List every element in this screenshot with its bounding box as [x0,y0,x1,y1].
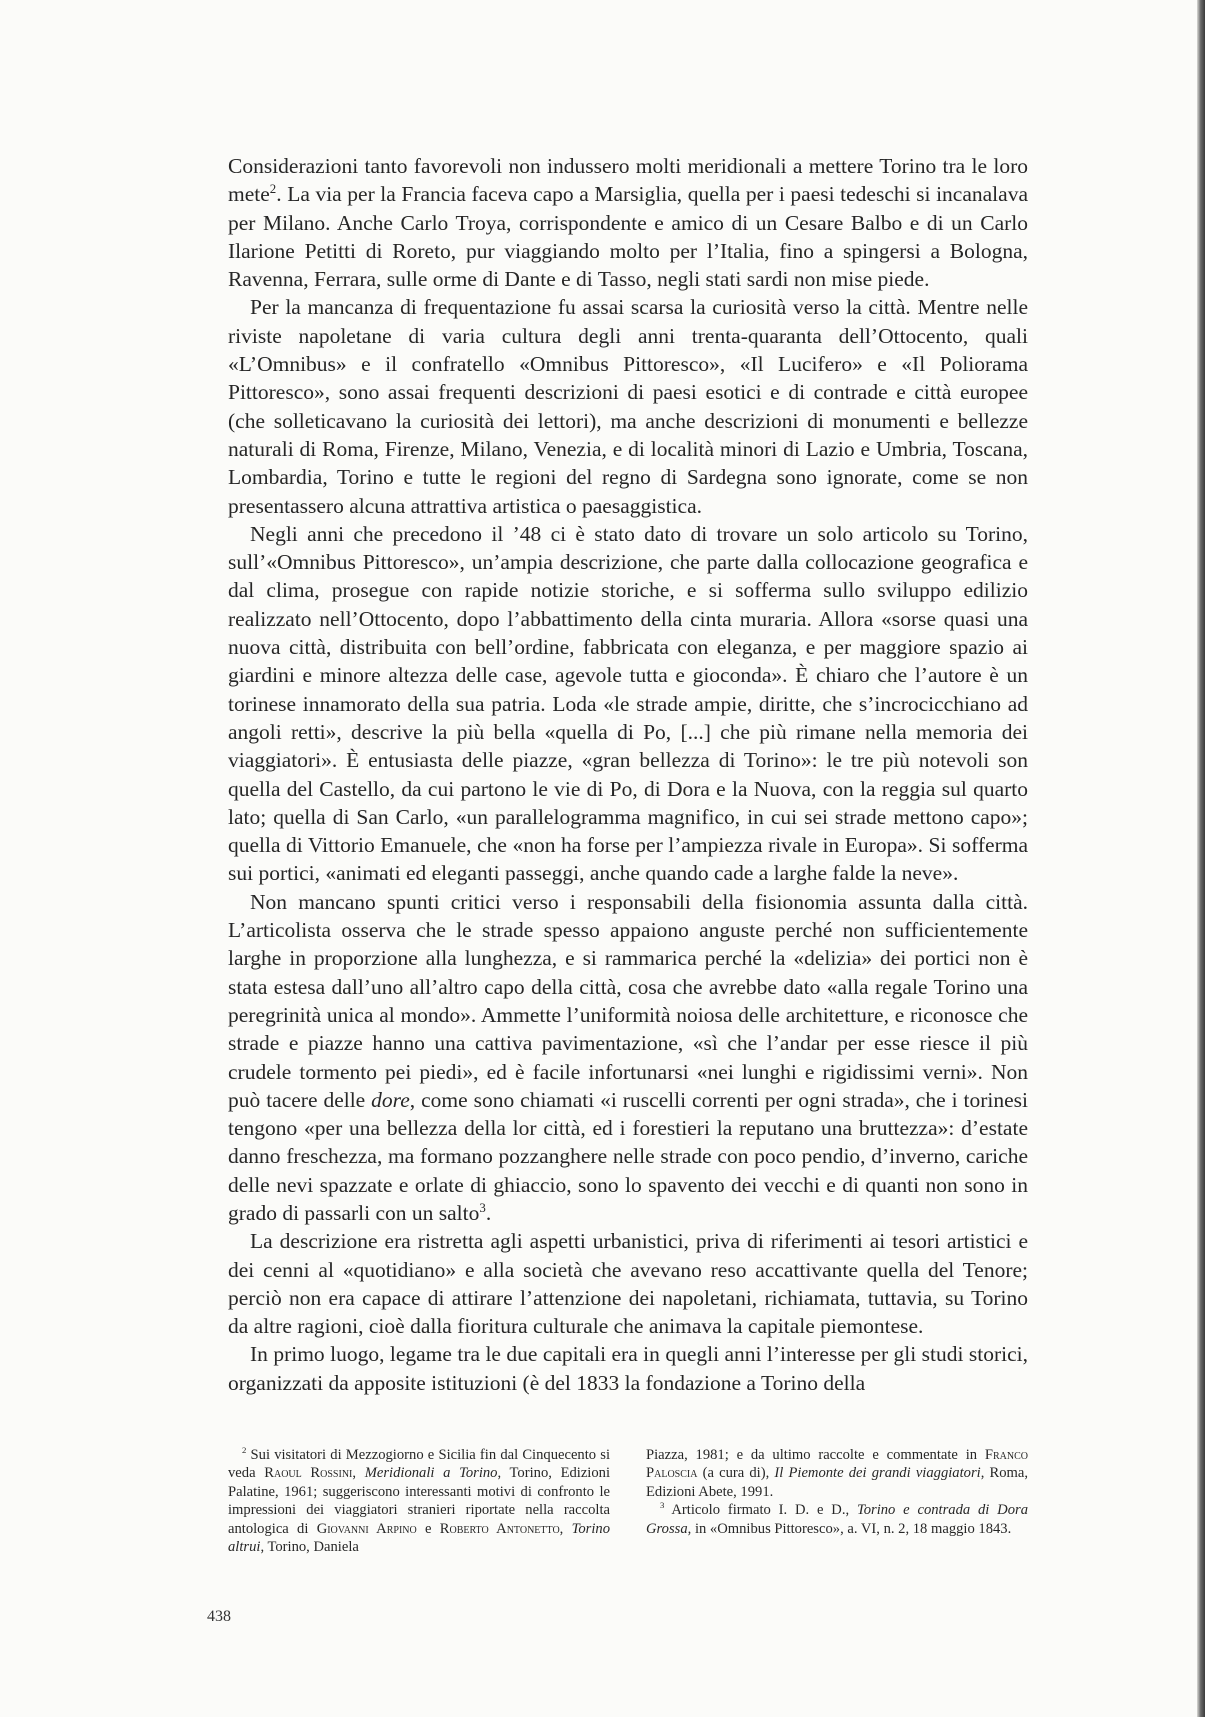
footnote-ref-2[interactable]: 2 [269,182,277,197]
paragraph-6: In primo luogo, legame tra le due capitali era in quegli anni l’interesse per gli studi storici, organizzati da apposite istituzioni (è del 1833 la fondazione a Torino della [228,1342,1028,1395]
paragraph-1: Considerazioni tanto favorevoli non indussero molti meridionali a mettere Torino tra le loro mete$^2$. La via per la Francia faceva capo a Marsiglia, quella per i paesi tedeschi si incanalava per Milano. Anche Carlo Troya, corrispondente e amico di un Cesare Balbo e di un Carlo Ilarione Petitti di Roreto, pur viaggiando molto per l’Italia, fino a spingersi a Bologna, Ravenna, Ferrara, sulle orme di Dante e di Tasso, negli stati sardi non mise piede. [228,154,1028,292]
paragraph-2: Per la mancanza di frequentazione fu assai scarsa la curiosità verso la città. Mentre nelle riviste napoletane di varia cultura degli anni trenta-quaranta dell’Ottocento, quali «L’Omnibus» e il confratello «Omnibus Pittoresco», «Il Lucifero» e «Il Poliorama Pittoresco», sono assai frequenti descrizioni di paesi esotici e di contrade e città europee (che solleticavano la curiosità dei lettori), ma anche descrizioni di monumenti e bellezze naturali di Roma, Firenze, Milano, Venezia, e di località minori di Lazio e Umbria, Toscana, Lombardia, Torino e tutte le regioni del regno di Sardegna sono ignorate, come se non presentassero alcuna attrattiva artistica o paesaggistica. [228,295,1028,518]
footnotes-left-column [228,1446,610,1556]
footnote-3: $^3$ Articolo firmato I. D. e D., Torino e contrada di Dora Grossa, in «Omnibus Pittoresco», a. VI, n. 2, 18 maggio 1843. [646,1500,1028,1537]
paragraph-5: La descrizione era ristretta agli aspetti urbanistici, priva di riferimenti ai tesori artistici e dei cenni al «quotidiano» e alla società che avevano reso accattivante quella del Tenore; perciò non era capace di attirare l’attenzione dei napoletani, richiamata, tuttavia, su Torino da altre ragioni, cioè dalla fioritura culturale che animava la capitale piemontese. [228,1229,1028,1339]
page-edge-shadow [1197,0,1205,1717]
paragraph-3: Negli anni che precedono il ’48 ci è stato dato di trovare un solo articolo su Torino, sull’«Omnibus Pittoresco», un’ampia descrizione, che parte dalla collocazione geografica e dal clima, prosegue con rapide notizie storiche, e si sofferma sullo sviluppo edilizio realizzato nell’Ottocento, dopo l’abbattimento della cinta muraria. Allora «sorse quasi una nuova città, distribuita con bell’ordine, fabbricata con eleganza, e per maggiore spazio ai giardini e minore altezza delle case, agevole tutta e gioconda». È chiaro che l’autore è un torinese innamorato della sua patria. Loda «le strade ampie, diritte, che s’incrocicchiano ad angoli retti», descrive la più bella «quella di Po, [...] che più rimane nella memoria dei viaggiatori». È entusiasta delle piazze, «gran bellezza di Torino»: le tre più notevoli son quella del Castello, da cui partono le vie di Po, di Dora e la Nuova, con la reggia sul quarto lato; quella di San Carlo, «un parallelogramma magnifico, in cui sei strade mettono capo»; quella di Vittorio Emanuele, che «non ha forse per l’ampiezza rivale in Europa». Si sofferma sui portici, «animati ed eleganti passeggi, anche quando cade a larghe falde la neve». [228,521,1028,886]
page-number: 438 [207,1608,231,1625]
footnote-2-part-1: $^2$ Sui visitatori di Mezzogiorno e Sicilia fin dal Cinquecento si veda Raoul Rossini, Meridionali a Torino, Torino, Edizioni Palatine, 1961; suggeriscono interessanti motivi di confronto le impressioni dei viaggiatori stranieri riportate nella raccolta antologica di Giovanni Arpino e Roberto Antonetto, Torino altrui, Torino, Daniela [228,1445,611,1556]
footnotes [228,1446,1028,1556]
footnotes-right-column [646,1446,1028,1556]
main-text [228,152,1028,1397]
paragraph-4: Non mancano spunti critici verso i responsabili della fisionomia assunta dalla città. L’articolista osserva che le strade spesso appaiono anguste perché non sufficientemente larghe in proporzione alla lunghezza, e si rammarica perché la «delizia» dei portici non è stata estesa dall’uno all’altro capo della città, cosa che avrebbe dato «alla regale Torino una peregrinità unica al mondo». Ammette l’uniformità noiosa delle architetture, e riconosce che strade e piazze hanno una cattiva pavimentazione, «sì che l’andar per esse riesce il più crudele tormento pei piedi», ed è facile infortunarsi «nei lunghi e rigidissimi verni». Non può tacere delle dore, come sono chiamati «i ruscelli correnti per ogni strada», che i torinesi tengono «per una bellezza della lor città, ed i forestieri la reputano una bruttezza»: d’estate danno freschezza, ma formano pozzanghere nelle strade con poco pendio, d’inverno, cariche delle nevi spazzate e orlate di ghiaccio, sono lo spavento dei vecchi e di quanti non sono in grado di passarli con un salto$^3$. [228,889,1028,1225]
footnote-ref-3[interactable]: 3 [479,1200,486,1215]
footnote-2-part-2: Piazza, 1981; e da ultimo raccolte e commentate in Franco Paloscia (a cura di), Il Piemonte dei grandi viaggiatori, Roma, Edizioni Abete, 1991. [646,1447,1029,1500]
